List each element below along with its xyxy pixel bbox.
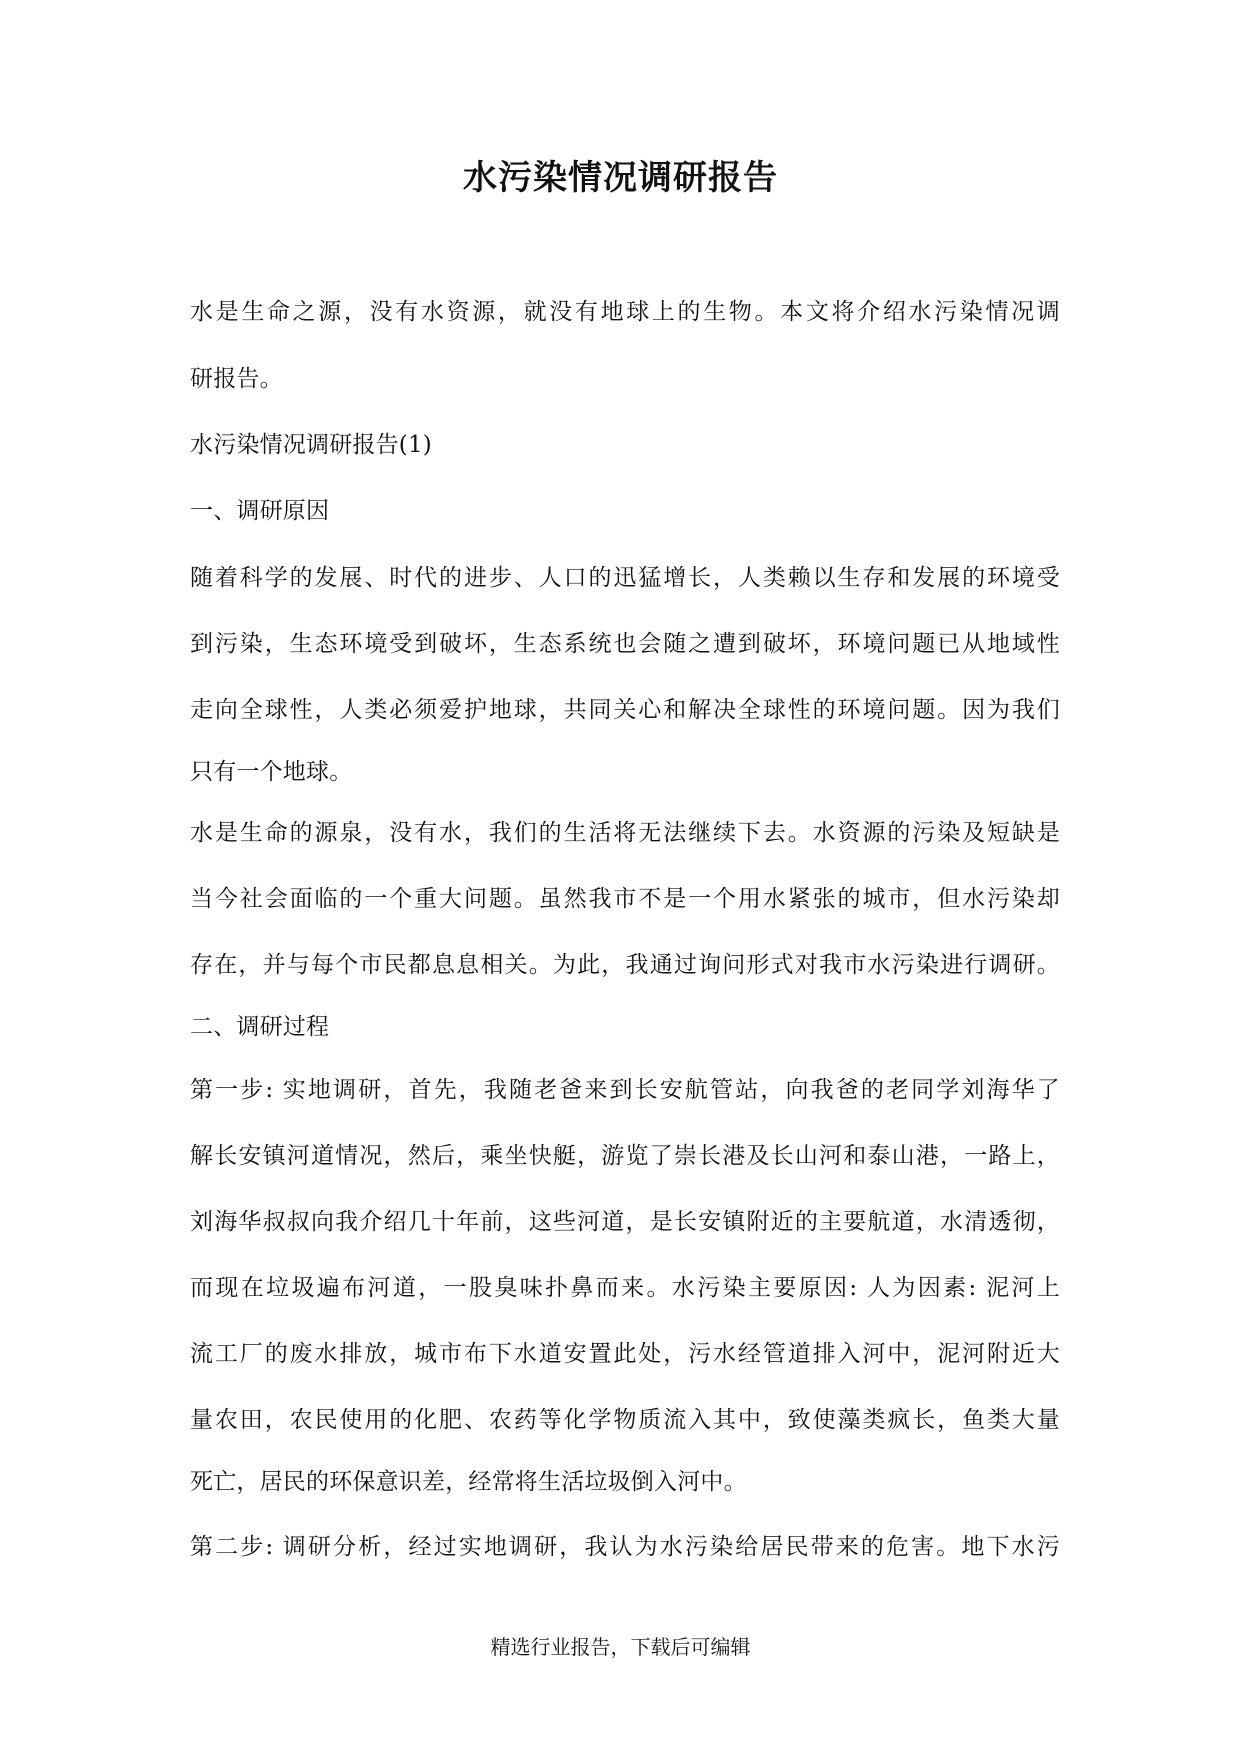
paragraph-line: 解长安镇河道情况，然后，乘坐快艇，游览了崇长港及长山河和泰山港，一路上， bbox=[190, 1143, 1060, 1169]
paragraph-line: 死亡，居民的环保意识差，经常将生活垃圾倒入河中。 bbox=[190, 1469, 747, 1495]
page-footer: 精选行业报告，下载后可编辑 bbox=[490, 1635, 751, 1659]
paragraph-line: 研报告。 bbox=[190, 366, 283, 392]
paragraph-line: 水是生命的源泉，没有水，我们的生活将无法继续下去。水资源的污染及短缺是 bbox=[190, 820, 1060, 846]
section-subtitle: 水污染情况调研报告(1) bbox=[190, 432, 432, 458]
paragraph-line: 量农田，农民使用的化肥、农药等化学物质流入其中，致使藻类疯长，鱼类大量 bbox=[190, 1407, 1060, 1433]
paragraph-line: 当今社会面临的一个重大问题。虽然我市不是一个用水紧张的城市，但水污染却 bbox=[190, 886, 1060, 912]
document-title: 水污染情况调研报告 bbox=[463, 158, 778, 198]
section-heading: 一、调研原因 bbox=[190, 498, 330, 524]
paragraph-line: 随着科学的发展、时代的进步、人口的迅猛增长，人类赖以生存和发展的环境受 bbox=[190, 565, 1060, 591]
paragraph-line: 而现在垃圾遍布河道，一股臭味扑鼻而来。水污染主要原因: 人为因素: 泥河上 bbox=[190, 1275, 1060, 1301]
paragraph-line: 第一步: 实地调研，首先，我随老爸来到长安航管站，向我爸的老同学刘海华了 bbox=[190, 1077, 1060, 1103]
paragraph-line: 水是生命之源，没有水资源，就没有地球上的生物。本文将介绍水污染情况调 bbox=[190, 299, 1060, 325]
paragraph-line: 存在，并与每个市民都息息相关。为此，我通过询问形式对我市水污染进行调研。 bbox=[190, 952, 1060, 978]
paragraph-line: 到污染，生态环境受到破坏，生态系统也会随之遭到破坏，环境问题已从地域性 bbox=[190, 631, 1060, 657]
paragraph-line: 刘海华叔叔向我介绍几十年前，这些河道，是长安镇附近的主要航道，水清透彻， bbox=[190, 1209, 1060, 1235]
paragraph-line: 第二步: 调研分析，经过实地调研，我认为水污染给居民带来的危害。地下水污 bbox=[190, 1534, 1060, 1560]
section-heading: 二、调研过程 bbox=[190, 1014, 330, 1040]
paragraph-line: 走向全球性，人类必须爱护地球，共同关心和解决全球性的环境问题。因为我们 bbox=[190, 697, 1060, 723]
paragraph-line: 流工厂的废水排放，城市布下水道安置此处，污水经管道排入河中，泥河附近大 bbox=[190, 1341, 1060, 1367]
paragraph-line: 只有一个地球。 bbox=[190, 759, 353, 785]
